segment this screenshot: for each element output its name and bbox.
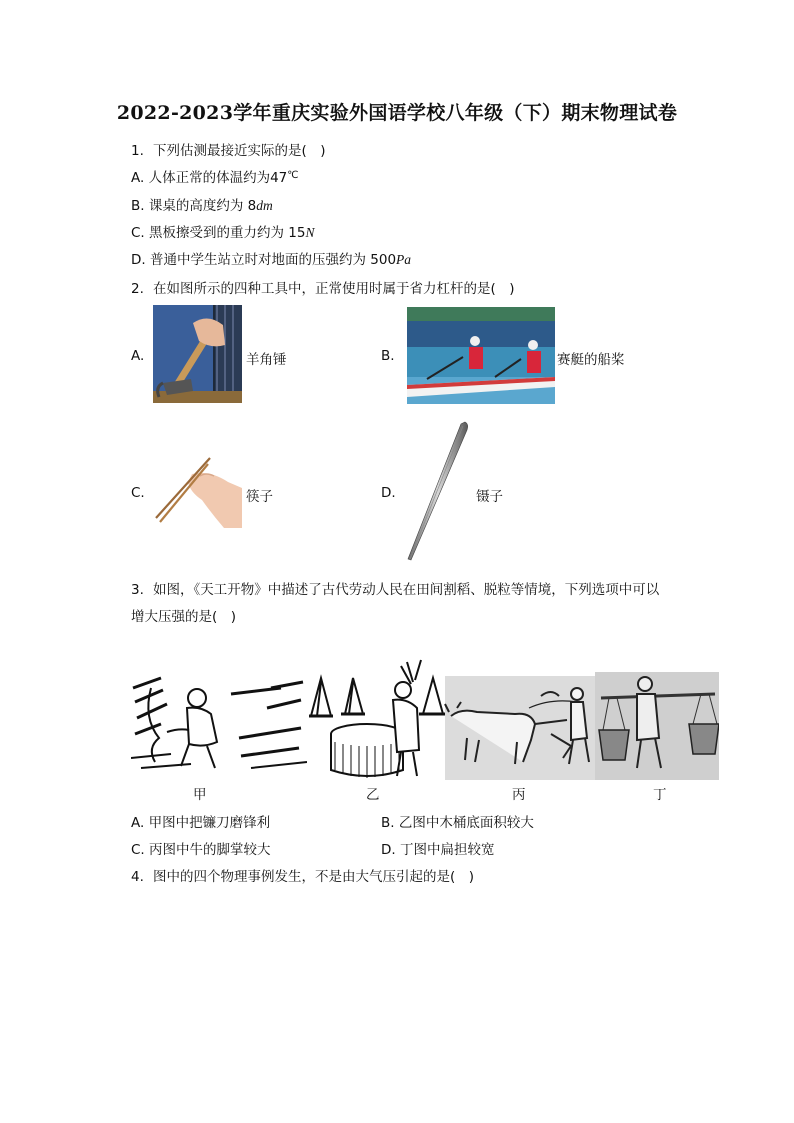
option-unit: N xyxy=(305,225,315,240)
option-unit: dm xyxy=(256,198,273,213)
panel-label-bing: 丙 xyxy=(512,787,526,803)
question-3 xyxy=(131,578,659,598)
q2-option-d-label: 镊子 xyxy=(476,489,503,505)
question-number: 2. xyxy=(131,281,144,297)
q1-option-d[interactable] xyxy=(131,248,411,268)
option-letter: C. xyxy=(131,842,145,858)
question-3-line-2 xyxy=(131,605,236,625)
panel-label-yi: 乙 xyxy=(366,787,380,803)
panel-jia-harvest-icon xyxy=(131,666,307,780)
option-letter: B. xyxy=(381,815,395,831)
tweezers-photo-icon xyxy=(405,420,471,562)
q2-option-c-label: 筷子 xyxy=(246,489,273,505)
option-text: 甲图中把镰刀磨锋利 xyxy=(148,815,271,831)
option-letter: A. xyxy=(131,815,145,831)
option-letter: D. xyxy=(131,252,146,268)
question-stem: 如图，《天工开物》中描述了古代劳动人民在田间割稻、脱粒等情境，下列选项中可以 xyxy=(153,582,660,598)
option-text: 乙图中木桶底面积较大 xyxy=(398,815,534,831)
q3-option-d[interactable] xyxy=(381,838,494,858)
option-letter: A. xyxy=(131,170,145,186)
q2-option-d-letter[interactable]: D. xyxy=(381,485,396,501)
q2-option-b-letter[interactable]: B. xyxy=(381,348,395,364)
question-stem: 在如图所示的四种工具中，正常使用时属于省力杠杆的是( ) xyxy=(153,281,515,297)
claw-hammer-photo-icon xyxy=(153,305,242,403)
question-number: 4. xyxy=(131,869,144,885)
q1-option-c[interactable] xyxy=(131,221,315,241)
q2-option-a-label: 羊角锤 xyxy=(246,352,287,368)
q1-option-b[interactable] xyxy=(131,194,273,214)
option-text: 课桌的高度约为 8 xyxy=(148,198,257,214)
panel-ding-carrying-pole-icon xyxy=(595,672,719,780)
q2-option-c-letter[interactable]: C. xyxy=(131,485,145,501)
q2-option-b-label: 赛艇的船桨 xyxy=(557,352,625,368)
q3-option-b[interactable] xyxy=(381,811,534,831)
option-letter: C. xyxy=(131,225,145,241)
option-text: 丙图中牛的脚掌较大 xyxy=(149,842,271,858)
q1-option-a[interactable] xyxy=(131,166,299,186)
q2-option-a-letter[interactable]: A. xyxy=(131,348,145,364)
option-letter: B. xyxy=(131,198,145,214)
question-number: 3. xyxy=(131,582,144,598)
rowing-photo-icon xyxy=(407,307,555,404)
option-text: 黑板擦受到的重力约为 15 xyxy=(149,225,306,241)
panel-bing-ox-plough-icon xyxy=(445,676,595,780)
question-number: 1. xyxy=(131,143,144,159)
panel-label-jia: 甲 xyxy=(193,787,207,803)
q3-option-a[interactable] xyxy=(131,811,270,831)
option-text: 丁图中扁担较宽 xyxy=(399,842,495,858)
question-stem-continued: 增大压强的是( ) xyxy=(131,609,237,625)
question-stem: 下列估测最接近实际的是( ) xyxy=(153,143,326,159)
option-text: 人体正常的体温约为47 xyxy=(148,170,288,186)
panel-yi-threshing-icon xyxy=(307,658,445,780)
question-4 xyxy=(131,865,474,885)
option-letter: D. xyxy=(381,842,396,858)
panel-label-ding: 丁 xyxy=(653,787,667,803)
question-2 xyxy=(131,277,515,297)
page-title: 2022-2023学年重庆实验外国语学校八年级（下）期末物理试卷 xyxy=(116,102,678,124)
tiangong-kaiwu-illustration xyxy=(131,658,719,780)
question-1 xyxy=(131,139,326,159)
q3-option-c[interactable] xyxy=(131,838,271,858)
chopsticks-photo-icon xyxy=(152,452,242,528)
option-unit: ℃ xyxy=(287,170,299,181)
question-stem: 图中的四个物理事例发生，不是由大气压引起的是( ) xyxy=(153,869,475,885)
option-text: 普通中学生站立时对地面的压强约为 500 xyxy=(149,252,397,268)
option-unit: Pa xyxy=(396,252,412,267)
